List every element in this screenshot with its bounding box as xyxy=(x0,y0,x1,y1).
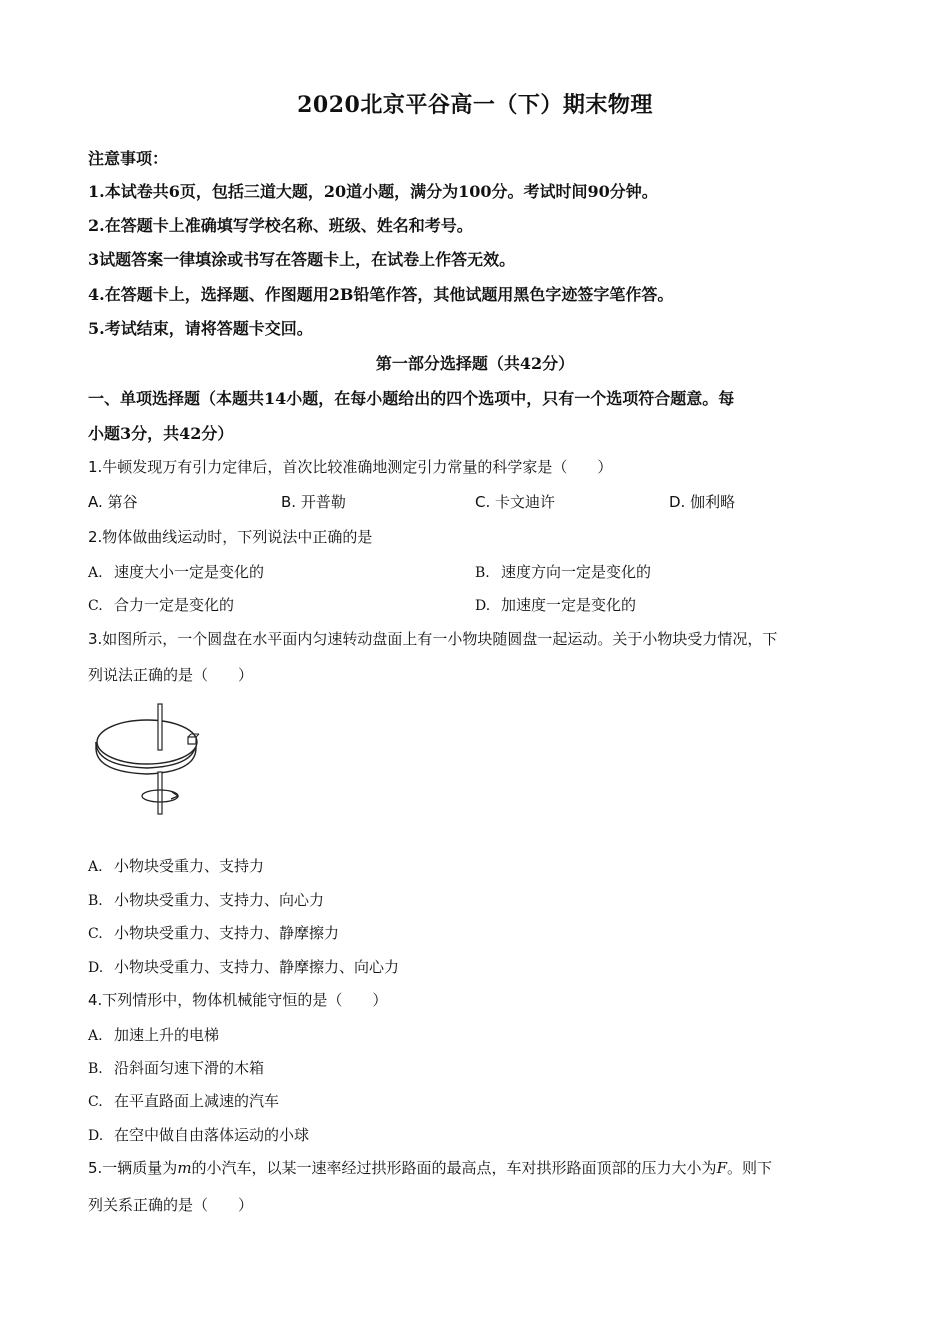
q2-stem xyxy=(88,526,372,547)
q3-option-b: B. 小物块受重力、支持力、向心力 xyxy=(88,891,325,909)
q2-option-b: B. 速度方向一定是变化的 xyxy=(475,563,652,581)
notice-item: 2.在答题卡上准确填写学校名称、班级、姓名和考号。 xyxy=(88,216,473,235)
variable-f: F xyxy=(716,1159,727,1177)
q2-option-c: C. 合力一定是变化的 xyxy=(88,596,235,614)
notice-heading: 注意事项： xyxy=(88,149,169,168)
section-heading-line1: 一、单项选择题（本题共14小题，在每小题给出的四个选项中，只有一个选项符合题意。每 xyxy=(88,389,735,408)
variable-m: m xyxy=(177,1159,192,1177)
section-heading-line2: 小题3分，共42分） xyxy=(88,424,234,443)
q2-stem-text: 2.物体做曲线运动时，下列说法中正确的是 xyxy=(88,528,373,546)
q3-option-a: A. 小物块受重力、支持力 xyxy=(88,857,265,875)
q2-option-d: D. 加速度一定是变化的 xyxy=(475,596,637,614)
q1-option-b: B. 开普勒 xyxy=(281,493,346,511)
q4-option-b: B. 沿斜面匀速下滑的木箱 xyxy=(88,1059,265,1077)
q3-option-d: D. 小物块受重力、支持力、静摩擦力、向心力 xyxy=(88,958,400,976)
q2-option-a: A. 速度大小一定是变化的 xyxy=(88,563,265,581)
q1-stem xyxy=(88,456,612,477)
q1-option-d: D. 伽利略 xyxy=(669,493,736,511)
q3-option-c: C. 小物块受重力、支持力、静摩擦力 xyxy=(88,924,340,942)
q4-stem xyxy=(88,989,387,1010)
part1-heading: 第一部分选择题（共42分） xyxy=(375,354,575,373)
q1-stem-text: 1.牛顿发现万有引力定律后，首次比较准确地测定引力常量的科学家是（ ） xyxy=(88,458,613,476)
q4-stem-text: 4.下列情形中，物体机械能守恒的是（ ） xyxy=(88,991,388,1009)
q3-stem-line2: 列说法正确的是（ ） xyxy=(88,666,254,684)
q1-option-c: C. 卡文迪许 xyxy=(475,493,556,511)
notice-item: 1.本试卷共6页，包括三道大题，20道小题，满分为100分。考试时间90分钟。 xyxy=(88,182,658,201)
q3-stem-line1: 3.如图所示，一个圆盘在水平面内匀速转动盘面上有一小物块随圆盘一起运动。关于小物块受力情况，下 xyxy=(88,630,778,648)
page-title: 2020北京平谷高一（下）期末物理 xyxy=(297,92,653,118)
q4-option-a: A. 加速上升的电梯 xyxy=(88,1026,220,1044)
q5-stem-line1: 5.一辆质量为m的小汽车，以某一速率经过拱形路面的最高点，车对拱形路面顶部的压力大小为F。则下 xyxy=(88,1159,772,1177)
notice-item: 3试题答案一律填涂或书写在答题卡上，在试卷上作答无效。 xyxy=(88,250,516,269)
notice-item: 4.在答题卡上，选择题、作图题用2B铅笔作答，其他试题用黑色字迹签字笔作答。 xyxy=(88,285,674,304)
notice-item: 5.考试结束，请将答题卡交回。 xyxy=(88,319,313,338)
q4-option-c: C. 在平直路面上减速的汽车 xyxy=(88,1092,280,1110)
q4-option-d: D. 在空中做自由落体运动的小球 xyxy=(88,1126,310,1144)
q5-stem-line2: 列关系正确的是（ ） xyxy=(88,1196,254,1214)
q1-option-a: A. 第谷 xyxy=(88,493,138,511)
rotating-disk-icon xyxy=(92,700,202,820)
